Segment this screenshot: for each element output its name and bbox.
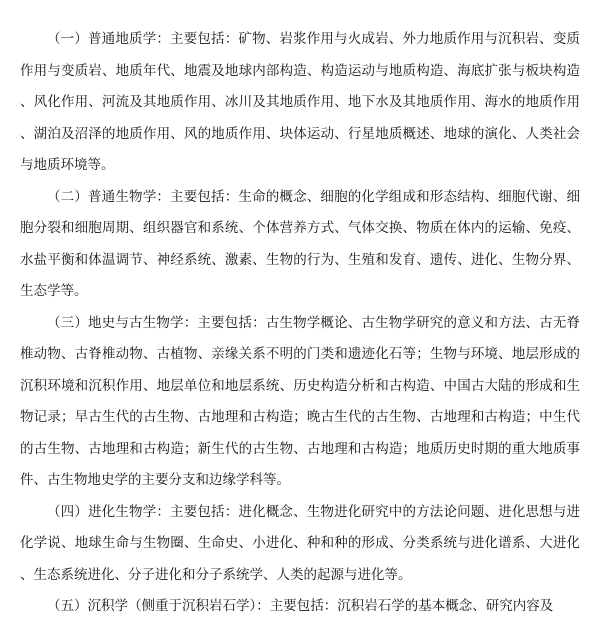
paragraph-evolutionary-biology: （四）进化生物学：主要包括：进化概念、生物进化研究中的方法论问题、进化思想与进化学说、地球生命与生物圈、生命史、小进化、种和种的形成、分类系统与进化谱系、大进化、生态系统进化、分子进化和分子系统学、人类的起源与进化等。 (20, 503, 580, 583)
paragraph-general-biology: （二）普通生物学：主要包括：生命的概念、细胞的化学组成和形态结构、细胞代谢、细胞分裂和细胞周期、组织器官和系统、个体营养方式、气体交换、物质在体内的运输、免疫、水盐平衡和体温调节、神经系统、激素、生物的行为、生殖和发育、遗传、进化、生物分界、生态学等。 (20, 188, 580, 299)
document-page (20, 0, 580, 614)
paragraph-general-geology: （一）普通地质学：主要包括：矿物、岩浆作用与火成岩、外力地质作用与沉积岩、变质作用与变质岩、地质年代、地震及地球内部构造、构造运动与地质构造、海底扩张与板块构造、风化作用、河流及其地质作用、冰川及其地质作用、地下水及其地质作用、海水的地质作用、湖泊及沼泽的地质作用、风的地质作用、块体运动、行星地质概述、地球的演化、人类社会与地质环境等。 (20, 31, 580, 173)
document-body (20, 24, 580, 623)
paragraph-historical-geology-paleontology: （三）地史与古生物学：主要包括：古生物学概论、古生物学研究的意义和方法、古无脊椎动物、古脊椎动物、古植物、亲缘关系不明的门类和遗迹化石等；生物与环境、地层形成的沉积环境和沉积作用、地层单位和地层系统、历史构造分析和古构造、中国古大陆的形成和生物记录；早古生代的古生物、古地理和古构造；晚古生代的古生物、古地理和古构造；中生代的古生物、古地理和古构造；新生代的古生物、古地理和古构造；地质历史时期的重大地质事件、古生物地史学的主要分支和边缘学科等。 (20, 314, 580, 488)
paragraph-sedimentology: （五）沉积学（侧重于沉积岩石学）：主要包括：沉积岩石学的基本概念、研究内容及 (47, 598, 554, 614)
